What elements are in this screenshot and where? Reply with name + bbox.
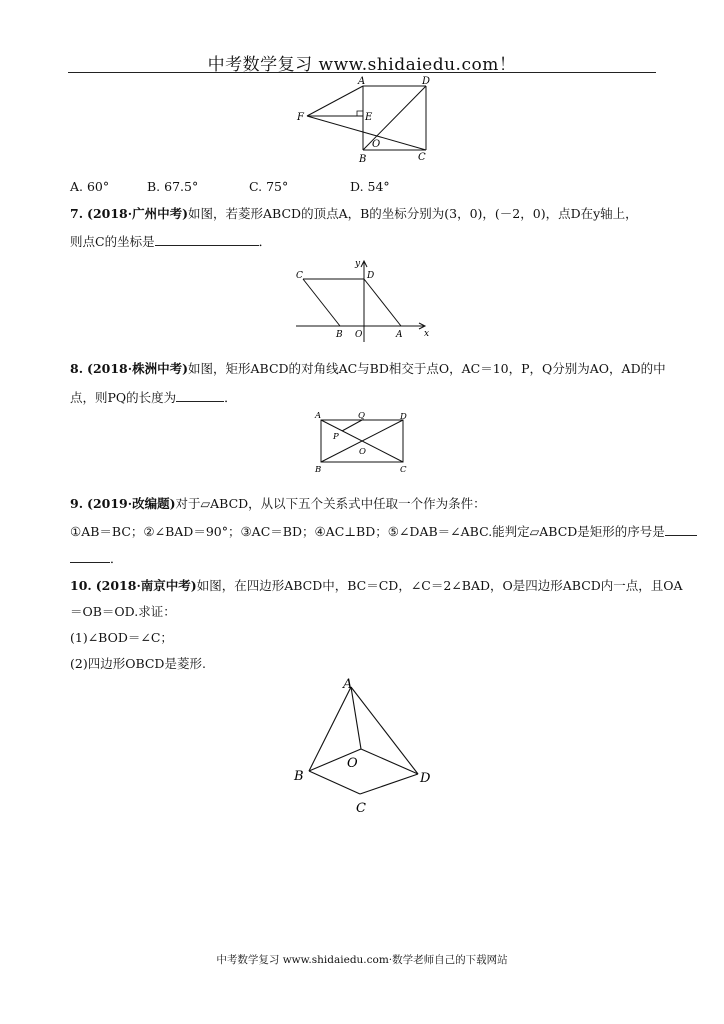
q9-line1	[70, 495, 486, 513]
fig10-label-A: A	[343, 677, 353, 692]
fig10-line-AD	[351, 687, 418, 774]
q9-source: (2019·改编题)	[87, 496, 176, 511]
q7-number: 7.	[70, 206, 84, 221]
q6-choice-d: D. 54°	[350, 179, 390, 194]
fig6-label-C: C	[418, 152, 426, 163]
q9-text-line1: 对于▱ABCD，从以下五个关系式中任取一个作为条件：	[175, 496, 486, 511]
fig6-right-angle-mark	[357, 111, 363, 116]
fig10-line-AO	[351, 687, 361, 749]
q7-answer-blank[interactable]	[155, 232, 259, 246]
q9-text-line2: ①AB＝BC；②∠BAD＝90°；③AC＝BD；④AC⊥BD；⑤∠DAB＝∠ABC.能判定▱ABCD是矩形的序号是	[70, 524, 665, 539]
q8-line1	[70, 360, 666, 378]
fig6-label-D: D	[422, 76, 431, 87]
fig7-line-CB	[303, 279, 340, 326]
fig10-label-B: B	[294, 769, 304, 784]
fig6-label-F: F	[297, 112, 304, 123]
q10-text-part1: (1)∠BOD＝∠C；	[70, 630, 173, 645]
q7-text-line1: 如图，若菱形ABCD的顶点A，B的坐标分别为(3，0)，(－2，0)，点D在y轴上，	[188, 206, 638, 221]
fig7-label-C: C	[296, 271, 303, 281]
q8-figure	[312, 408, 416, 476]
header-divider	[68, 72, 656, 73]
q7-figure	[292, 256, 432, 344]
q6-choices	[70, 178, 390, 196]
q10-text-part2: (2)四边形OBCD是菱形.	[70, 656, 206, 671]
fig6-label-A: A	[358, 76, 366, 87]
q6-choice-a: A. 60°	[70, 179, 110, 194]
fig10-line-OD	[361, 749, 418, 774]
q7-line2	[70, 232, 271, 251]
q10-text-line2: ＝OB＝OD.求证：	[70, 604, 176, 619]
q8-text-line2: 点，则PQ的长度为	[70, 390, 177, 405]
q7-line1	[70, 205, 638, 223]
fig7-label-y: y	[355, 259, 361, 269]
q9-answer-blank-part1[interactable]	[665, 522, 697, 536]
fig7-label-O: O	[355, 330, 363, 340]
fig7-label-B: B	[336, 330, 343, 340]
fig6-line-FA	[307, 86, 363, 116]
q10-text-line1: 如图，在四边形ABCD中，BC＝CD，∠C＝2∠BAD，O是四边形ABCD内一点，且OA	[196, 578, 683, 593]
fig8-label-B: B	[315, 465, 322, 475]
fig7-label-x: x	[424, 329, 430, 339]
q6-figure	[290, 74, 440, 166]
q10-part2	[70, 655, 206, 673]
page-header-title: 中考数学复习 www.shidaiedu.com！	[207, 55, 517, 75]
q10-line2	[70, 603, 176, 621]
q8-answer-blank[interactable]	[176, 388, 224, 402]
fig8-label-P: P	[333, 432, 339, 442]
q9-number: 9.	[70, 496, 84, 511]
fig8-label-C: C	[400, 465, 407, 475]
q9-answer-blank-part2[interactable]	[70, 549, 110, 563]
q10-figure	[290, 674, 440, 816]
q7-text-line2: 则点C的坐标是	[70, 234, 155, 249]
q8-number: 8.	[70, 361, 84, 376]
q10-line1	[70, 577, 683, 595]
q7-period: ．	[258, 234, 272, 249]
fig10-line-AB	[309, 687, 351, 771]
fig6-label-O: O	[372, 139, 381, 150]
fig8-segment-PQ	[342, 420, 362, 431]
q9-period: ．	[110, 551, 123, 566]
fig10-label-D: D	[420, 771, 431, 786]
fig10-line-BC	[309, 771, 360, 794]
fig8-label-O: O	[359, 447, 366, 457]
fig7-line-DA	[364, 279, 401, 326]
fig6-label-E: E	[365, 112, 373, 123]
q9-line3	[70, 549, 123, 568]
fig10-label-C: C	[356, 801, 366, 816]
q8-line2	[70, 388, 237, 407]
q6-choice-c: C. 75°	[249, 179, 289, 194]
q10-source: (2018·南京中考)	[95, 578, 197, 593]
q7-source: (2018·广州中考)	[87, 206, 189, 221]
q8-period: ．	[224, 390, 237, 405]
fig10-label-O: O	[347, 756, 358, 771]
fig10-line-DC	[360, 774, 418, 794]
fig7-label-A: A	[396, 330, 403, 340]
q10-part1	[70, 629, 173, 647]
q6-choice-b: B. 67.5°	[147, 179, 199, 194]
page-footer: 中考数学复习 www.shidaiedu.com·数学老师自己的下载网站	[216, 954, 508, 966]
fig7-label-D: D	[367, 271, 375, 281]
q10-number: 10.	[70, 578, 92, 593]
fig6-label-B: B	[359, 154, 367, 165]
q8-text-line1: 如图，矩形ABCD的对角线AC与BD相交于点O，AC＝10，P，Q分别为AO，AD的中	[188, 361, 666, 376]
fig8-label-D: D	[400, 412, 407, 422]
q9-line2	[70, 522, 697, 541]
q8-source: (2018·株洲中考)	[87, 361, 189, 376]
fig8-label-Q: Q	[358, 411, 365, 421]
fig8-label-A: A	[315, 411, 322, 421]
